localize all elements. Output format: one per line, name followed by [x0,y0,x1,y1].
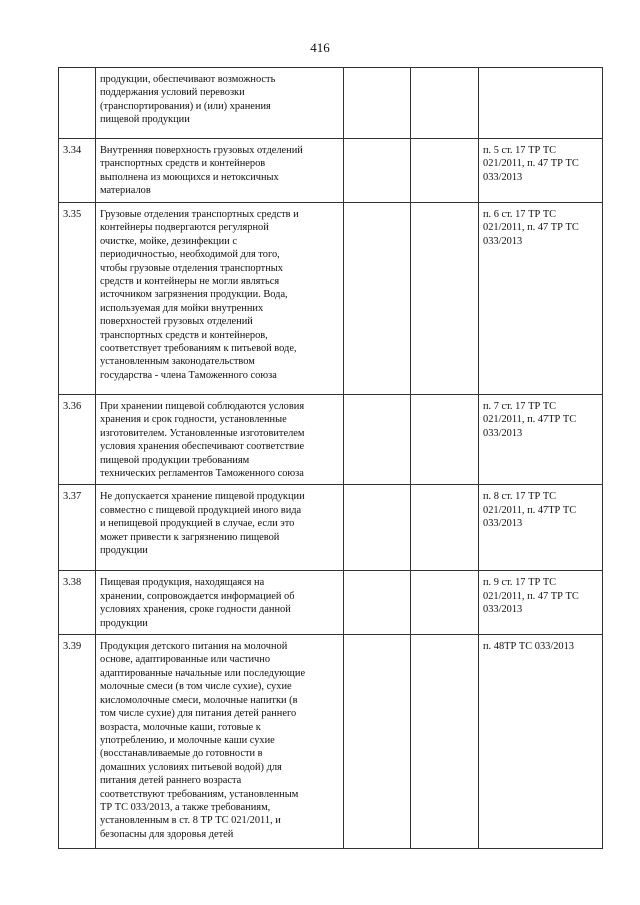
requirement-text-line: При хранении пищевой соблюдаются условия [100,401,305,412]
regulation-reference-cell [479,635,603,849]
requirement-text-cell [96,139,344,203]
empty-cell-b [411,571,479,635]
requirement-text-line: домашних условиях питьевой водой) для [100,761,282,773]
requirement-text-line: транспортных средств и контейнеров [100,158,266,170]
requirement-text-line: материалов [100,185,151,197]
requirement-text-line: поверхностей грузовых отделений [100,316,253,328]
empty-cell-b [411,635,479,849]
requirement-text-line: (восстанавливаемые до готовности в [100,748,263,760]
table-row [59,485,603,571]
requirement-text-line: выполнена из моющихся и нетоксичных [100,171,279,183]
requirement-text-line: установленным законодательством [100,356,255,368]
requirement-text-line: употреблению, и молочные каши сухие [100,734,275,746]
regulation-reference-line: п. 9 ст. 17 ТР ТС [483,577,557,589]
requirement-text-line: может привести к загрязнению пищевой [100,531,280,543]
requirement-text-line: Пищевая продукция, находящаяся на [100,577,265,589]
regulation-reference-line: п. 6 ст. 17 ТР ТС [483,209,557,220]
empty-cell-a [344,571,411,635]
table-row [59,203,603,395]
regulation-reference-cell [479,68,603,139]
empty-cell-a [344,203,411,395]
empty-cell-b [411,68,479,139]
item-number: 3.35 [63,209,82,220]
requirement-text-line: совместно с пищевой продукцией иного вида [100,504,302,516]
regulation-reference-line: 033/2013 [483,427,523,439]
requirement-text-line: безопасны для здоровья детей [100,828,234,840]
requirement-text-line: хранении, сопровождается информацией об [100,590,295,602]
requirement-text-line: контейнеры подвергаются регулярной [100,222,269,234]
regulation-reference-line: 033/2013 [483,171,523,183]
regulation-reference-line: 021/2011, п. 47 ТР ТС [483,158,579,170]
item-number: 3.38 [63,577,82,589]
table-row [59,635,603,849]
regulation-reference-line: 021/2011, п. 47 ТР ТС [483,590,579,602]
regulation-reference-cell [479,485,603,571]
requirement-text-line: используемая для мойки внутренних [100,302,264,314]
item-number: 3.39 [63,641,82,653]
requirement-text-line: Продукция детского питания на молочной [100,641,288,653]
empty-cell-b [411,203,479,395]
empty-cell-b [411,139,479,203]
requirement-text-cell [96,635,344,849]
regulation-reference-line: п. 5 ст. 17 ТР ТС [483,145,557,156]
table-row [59,139,603,203]
requirement-text-line: продукции, обеспечивают возможность [100,74,276,85]
requirement-text-line: кисломолочные смеси, молочные напитки (в [100,694,298,706]
requirement-text-cell [96,571,344,635]
regulation-reference-line: 021/2011, п. 47ТР ТС [483,504,577,516]
table-row [59,395,603,485]
requirement-text-line: возраста, молочные каши, готовые к [100,721,261,733]
requirement-text-line: очистке, мойке, дезинфекции с [100,235,237,247]
requirement-text-line: периодичностью, необходимой для того, [100,249,280,261]
requirement-text-line: том числе сухие) для питания детей раннего [100,708,297,720]
requirement-text-line: чтобы грузовые отделения транспортных [100,262,283,274]
empty-cell-a [344,635,411,849]
requirement-text-line: Внутренняя поверхность грузовых отделений [100,145,303,156]
item-number-cell [59,485,96,571]
requirement-text-line: Не допускается хранение пищевой продукции [100,491,305,503]
requirements-table [58,67,603,849]
requirement-text-line: изготовителем. Установленные изготовителем [100,427,305,439]
regulation-reference-line: 033/2013 [483,235,523,247]
requirement-text-line: условия хранения обеспечивают соответствие [100,441,305,453]
requirement-text-line: средств и контейнеры не могли являться [100,276,280,288]
item-number-cell [59,68,96,139]
requirement-text-line: и непищевой продукцией в случае, если это [100,518,295,530]
requirement-text-line: источником загрязнения продукции. Вода, [100,289,288,301]
table-row [59,571,603,635]
regulation-reference-cell [479,395,603,485]
regulation-reference-line: п. 8 ст. 17 ТР ТС [483,491,557,503]
requirement-text-line: продукции [100,545,148,557]
empty-cell-b [411,485,479,571]
requirement-text-line: питания детей раннего возраста [100,775,242,787]
requirement-text-cell [96,68,344,139]
requirement-text-line: Грузовые отделения транспортных средств и [100,209,299,220]
empty-cell-b [411,395,479,485]
requirement-text-cell [96,395,344,485]
empty-cell-a [344,68,411,139]
requirement-text-line: адаптированные начальные или последующие [100,667,306,679]
regulation-reference-line: п. 48ТР ТС 033/2013 [483,641,574,653]
requirement-text-line: продукции [100,617,148,629]
empty-cell-a [344,395,411,485]
requirement-text-line: соответствуют требованиям, установленным [100,788,299,800]
item-number: 3.37 [63,491,82,503]
page-number: 416 [310,40,330,55]
regulation-reference-line: 033/2013 [483,518,523,530]
regulation-reference-line: п. 7 ст. 17 ТР ТС [483,401,557,412]
regulation-reference-line: 021/2011, п. 47ТР ТС [483,414,577,426]
requirement-text-line: хранения и срок годности, установленные [100,414,287,426]
regulation-reference-cell [479,203,603,395]
requirement-text-line: условиях хранения, сроке годности данной [100,604,291,616]
requirement-text-line: молочные смеси (в том числе сухие), сухие [100,681,292,693]
requirement-text-line: поддержания условий перевозки [100,87,245,99]
item-number: 3.34 [63,145,82,156]
regulation-reference-line: 033/2013 [483,604,523,616]
empty-cell-a [344,485,411,571]
regulation-reference-line: 021/2011, п. 47 ТР ТС [483,222,579,234]
requirement-text-line: технических регламентов Таможенного союза [100,468,304,480]
requirement-text-line: ТР ТС 033/2013, а также требованиям, [100,801,271,813]
item-number: 3.36 [63,401,82,412]
requirement-text-line: соответствует требованиям к питьевой воде, [100,343,297,355]
empty-cell-a [344,139,411,203]
requirement-text-line: основе, адаптированные или частично [100,654,271,666]
requirement-text-line: (транспортирования) и (или) хранения [100,100,271,112]
item-number-cell [59,203,96,395]
item-number-cell [59,395,96,485]
requirement-text-line: транспортных средств и контейнеров, [100,329,268,341]
item-number-cell [59,139,96,203]
requirements-table-body [59,68,603,849]
regulation-reference-cell [479,571,603,635]
table-row [59,68,603,139]
item-number-cell [59,571,96,635]
regulation-reference-cell [479,139,603,203]
requirement-text-line: пищевой продукции [100,114,190,126]
requirement-text-line: установленным в ст. 8 ТР ТС 021/2011, и [100,815,281,827]
requirement-text-cell [96,485,344,571]
item-number-cell [59,635,96,849]
requirement-text-line: государства - члена Таможенного союза [100,369,277,381]
requirement-text-line: пищевой продукции требованиям [100,454,250,466]
requirement-text-cell [96,203,344,395]
